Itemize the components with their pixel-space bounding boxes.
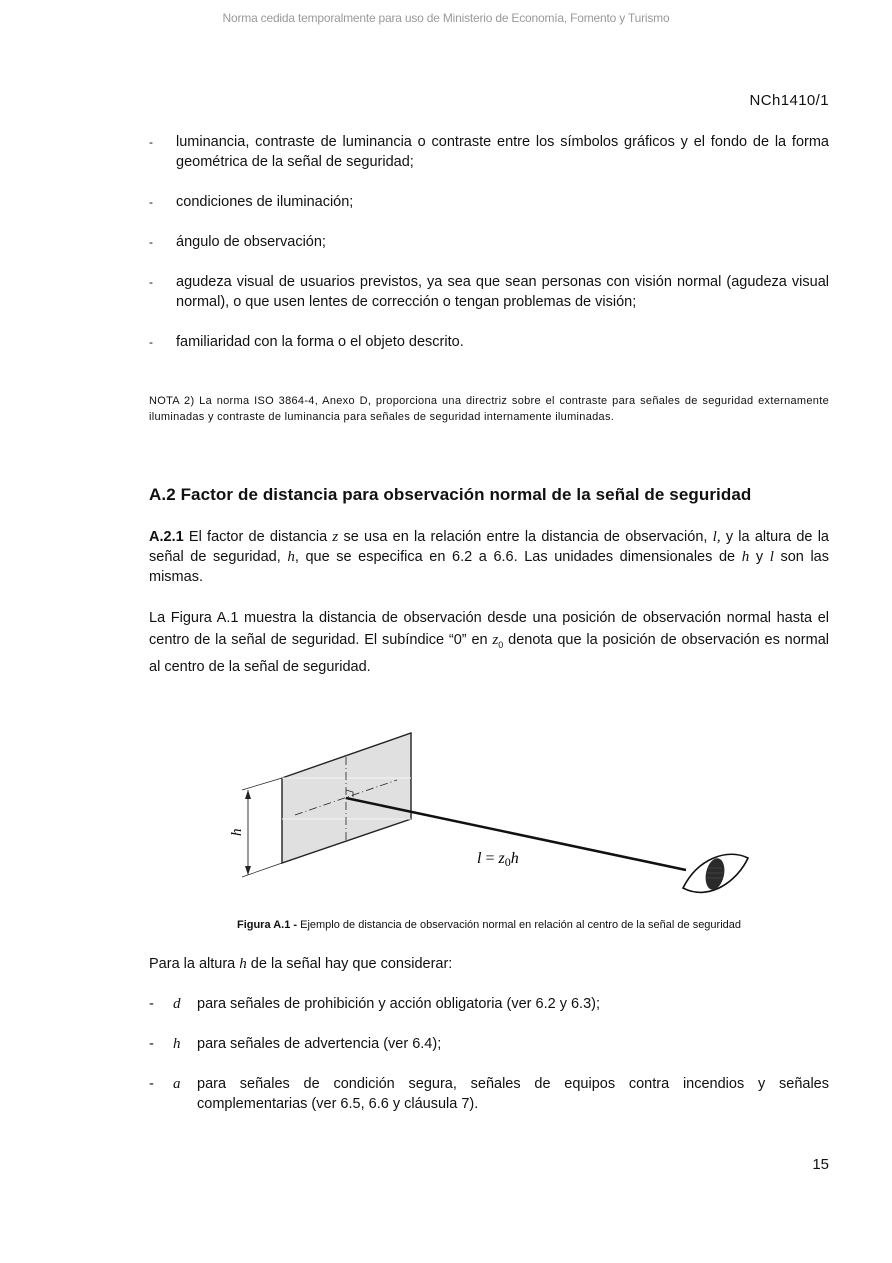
bullet-dash: - — [149, 1036, 154, 1052]
arrowhead-up — [245, 790, 251, 799]
var-z: z — [332, 529, 339, 545]
list-item-text: condiciones de iluminación; — [176, 194, 354, 210]
list-item-text: para señales de advertencia (ver 6.4); — [197, 1036, 442, 1052]
list-item — [149, 994, 829, 1014]
bullet-dash: - — [149, 195, 153, 209]
paragraph-a-2-1 — [149, 527, 829, 587]
list-item-text: ángulo de observación; — [176, 234, 326, 250]
list-item — [149, 332, 829, 352]
note-2: NOTA 2) La norma ISO 3864-4, Anexo D, proporciona una directriz sobre el contraste para señales de seguridad externamente iluminadas y contraste de luminancia para señales de seguridad internamente iluminadas. — [149, 395, 829, 423]
clause-label: A.2.1 — [149, 529, 184, 545]
figure-caption — [149, 919, 829, 931]
list-item — [149, 192, 829, 212]
paragraph-figure-intro — [149, 607, 829, 678]
formula-subscript: 0 — [504, 855, 511, 869]
text: denota que la posición de observación es normal al centro de la señal de seguridad. — [149, 632, 829, 675]
formula-equals: = — [481, 850, 499, 867]
subscript: 0 — [498, 639, 504, 650]
bullet-dash: - — [149, 1076, 154, 1092]
section-heading: A.2 Factor de distancia para observación normal de la señal de seguridad — [149, 485, 752, 504]
watermark: Norma cedida temporalmente para uso de Ministerio de Economía, Fomento y Turismo — [222, 11, 670, 25]
caption-label: Figura A.1 - — [236, 919, 301, 931]
bullet-dash: - — [149, 996, 154, 1012]
var-l: l — [769, 549, 774, 565]
symbol-d: d — [173, 996, 181, 1012]
var-z: z — [492, 632, 499, 648]
list-item-text: familiaridad con la forma o el objeto descrito. — [176, 334, 464, 350]
list-item — [149, 132, 829, 172]
text: , que se especifica en 6.2 a 6.6. Las unidades dimensionales de — [294, 549, 742, 565]
height-intro — [149, 954, 829, 974]
text: El factor de distancia — [183, 529, 333, 545]
figure-a1-diagram — [220, 720, 760, 910]
bullet-dash: - — [149, 275, 153, 289]
criteria-list — [149, 132, 829, 352]
text: de la señal hay que considerar: — [246, 956, 453, 972]
text: La Figura A.1 muestra la distancia de observación desde una posición de observación normal hasta el centro de la señal de seguridad. El subíndice “0” en — [149, 610, 829, 648]
formula-h: h — [510, 850, 519, 867]
list-item — [149, 1034, 829, 1054]
page-number: 15 — [812, 1156, 829, 1173]
caption-text: Ejemplo de distancia de observación normal en relación al centro de la señal de seguridad — [300, 919, 742, 931]
list-item-text: para señales de prohibición y acción obligatoria (ver 6.2 y 6.3); — [197, 996, 601, 1012]
formula-l: l — [477, 850, 482, 867]
text: son las mismas. — [149, 549, 829, 585]
bullet-dash: - — [149, 335, 153, 349]
symbol-h: h — [173, 1036, 181, 1052]
var-h: h — [287, 549, 295, 565]
symbol-a: a — [173, 1076, 181, 1092]
distance-formula — [477, 850, 519, 869]
extension-line-top — [242, 778, 282, 790]
document-code: NCh1410/1 — [749, 92, 829, 109]
var-h: h — [239, 956, 247, 972]
text: y — [749, 549, 770, 565]
var-h: h — [741, 549, 750, 565]
list-item-text: para señales de condición segura, señales de equipos contra incendios y señales complementarias (ver 6.5, 6.6 y cláusula 7). — [197, 1076, 829, 1112]
text: Para la altura — [149, 956, 240, 972]
list-item-text: agudeza visual de usuarios previstos, ya sea que sean personas con visión normal (agudeza visual normal), o que usen lentes de corrección o tengan problemas de visión; — [176, 274, 829, 310]
list-item — [149, 272, 829, 312]
text: se usa en la relación entre la distancia de observación, — [338, 529, 713, 545]
list-item — [149, 1074, 829, 1114]
height-list — [149, 994, 829, 1114]
var-l: l, — [712, 529, 721, 545]
list-item — [149, 232, 829, 252]
formula-z: z — [498, 850, 505, 867]
bullet-dash: - — [149, 135, 153, 149]
eye-icon — [683, 854, 748, 892]
height-label: h — [229, 828, 245, 836]
bullet-dash: - — [149, 235, 153, 249]
list-item-text: luminancia, contraste de luminancia o contraste entre los símbolos gráficos y el fondo de la forma geométrica de la señal de seguridad; — [176, 134, 829, 170]
arrowhead-down — [245, 866, 251, 875]
text: y la altura de la señal de seguridad, — [149, 529, 829, 565]
